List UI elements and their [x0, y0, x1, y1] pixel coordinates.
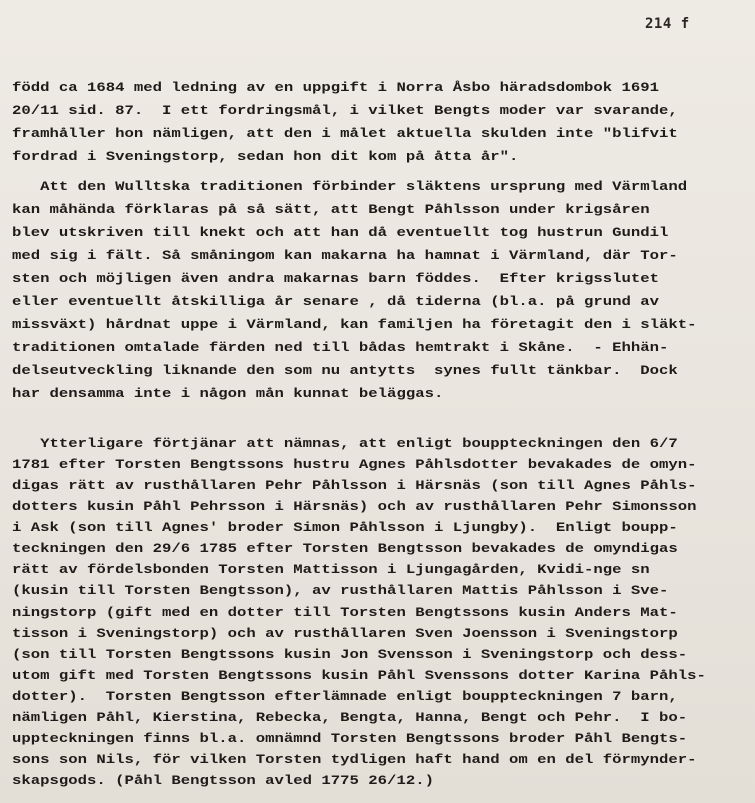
text-line: tisson i Sveningstorp) och av rusthållaren Sven Joensson i Sveningstorp	[12, 627, 678, 641]
text-line: traditionen omtalade färden ned till bådas hemtrakt i Skåne. - Ehhän-	[12, 341, 669, 355]
text-line: eller eventuellt åtskilliga år senare , då tiderna (bl.a. på grund av	[12, 295, 659, 309]
text-line: missväxt) hårdnat uppe i Värmland, kan familjen ha företagit den i släkt-	[12, 318, 697, 332]
text-line: 20/11 sid. 87. I ett fordringsmål, i vilket Bengts moder var svarande,	[12, 104, 678, 118]
text-line: skapsgods. (Påhl Bengtsson avled 1775 26/12.)	[12, 774, 434, 788]
text-line: född ca 1684 med ledning av en uppgift i Norra Åsbo häradsdombok 1691	[12, 81, 659, 95]
text-line: rätt av fördelsbonden Torsten Mattisson i Ljungagården, Kvidi-nge sn	[12, 563, 650, 577]
text-line: har densamma inte i någon mån kunnat beläggas.	[12, 387, 444, 401]
text-line: 1781 efter Torsten Bengtssons hustru Agnes Påhlsdotter bevakades de omyn-	[12, 458, 697, 472]
page-number: 214 f	[645, 16, 690, 32]
text-line: (son till Torsten Bengtssons kusin Jon Svensson i Sveningstorp och dess-	[12, 648, 688, 662]
text-line: uppteckningen finns bl.a. omnämnd Torsten Bengtssons broder Påhl Bengts-	[12, 732, 688, 746]
text-line: nämligen Påhl, Kierstina, Rebecka, Bengta, Hanna, Bengt och Pehr. I bo-	[12, 711, 688, 725]
text-line: sten och möjligen även andra makarnas barn föddes. Efter krigsslutet	[12, 272, 659, 286]
text-line: Att den Wulltska traditionen förbinder släktens ursprung med Värmland	[12, 180, 688, 194]
text-line: kan måhända förklaras på så sätt, att Bengt Påhlsson under krigsåren	[12, 203, 650, 217]
text-line: med sig i fält. Så småningom kan makarna ha hamnat i Värmland, där Tor-	[12, 249, 678, 263]
text-line: dotters kusin Påhl Pehrsson i Härsnäs) och av rusthållaren Pehr Simonsson	[12, 500, 697, 514]
text-line: fordrad i Sveningstorp, sedan hon dit kom på åtta år".	[12, 150, 519, 164]
text-line: dotter). Torsten Bengtsson efterlämnade enligt bouppteckningen 7 barn,	[12, 690, 678, 704]
text-line: sons son Nils, för vilken Torsten tydligen haft hand om en del förmynder-	[12, 753, 697, 767]
text-line: ningstorp (gift med en dotter till Torsten Bengtssons kusin Anders Mat-	[12, 606, 678, 620]
text-line: utom gift med Torsten Bengtssons kusin Påhl Svenssons dotter Karina Påhls-	[12, 669, 706, 683]
text-line: Ytterligare förtjänar att nämnas, att enligt bouppteckningen den 6/7	[12, 437, 678, 451]
text-line: blev utskriven till knekt och att han då eventuellt tog hustrun Gundil	[12, 226, 669, 240]
text-line: delseutveckling liknande den som nu antytts synes fullt tänkbar. Dock	[12, 364, 678, 378]
text-line: (kusin till Torsten Bengtsson), av rusthållaren Mattis Påhlsson i Sve-	[12, 584, 669, 598]
text-line: framhåller hon nämligen, att den i målet aktuella skulden inte "blifvit	[12, 127, 678, 141]
text-line: i Ask (son till Agnes' broder Simon Påhlsson i Ljungby). Enligt boupp-	[12, 521, 678, 535]
text-line: digas rätt av rusthållaren Pehr Påhlsson i Härsnäs (son till Agnes Påhls-	[12, 479, 697, 493]
text-line: teckningen den 29/6 1785 efter Torsten Bengtsson bevakades de omyndigas	[12, 542, 678, 556]
